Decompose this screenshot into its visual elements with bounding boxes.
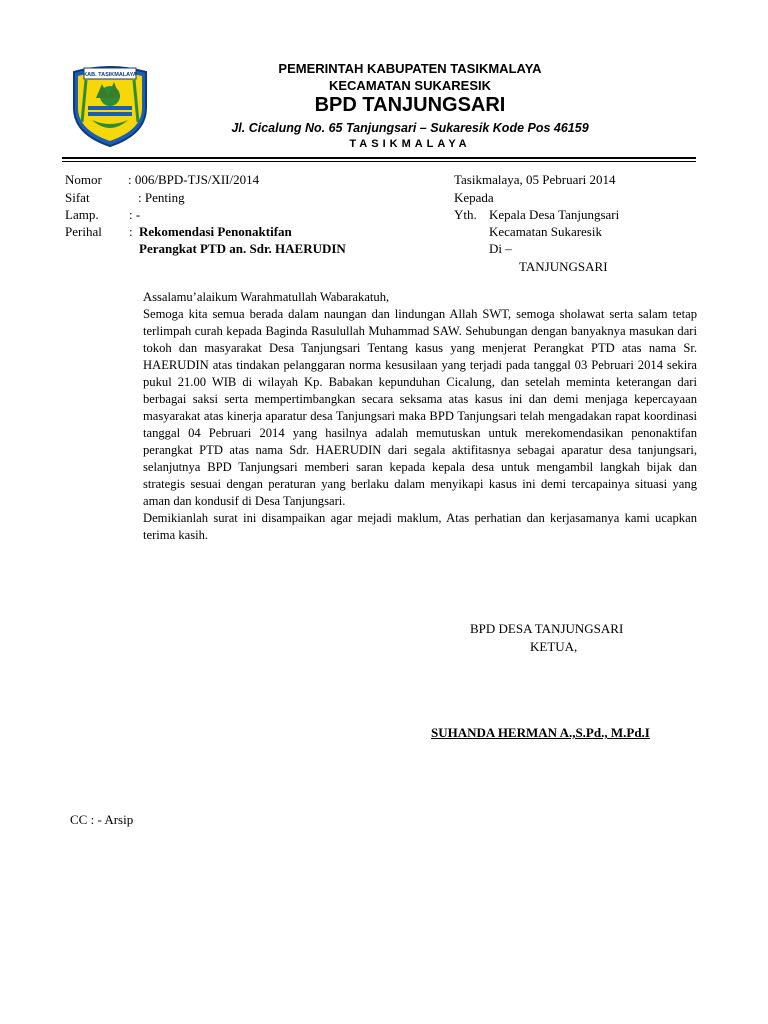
lamp-label: Lamp.: [65, 207, 99, 222]
sifat-label: Sifat: [65, 190, 90, 205]
perihal-colon: :: [129, 224, 133, 239]
header-government-line: PEMERINTAH KABUPATEN TASIKMALAYA: [278, 61, 542, 76]
header-divider-thick: [62, 157, 696, 159]
recipient-kecamatan: Kecamatan Sukaresik: [489, 224, 602, 239]
letter-body: [143, 289, 697, 544]
perihal-line1: Rekomendasi Penonaktifan: [139, 224, 292, 239]
nomor-label: Nomor: [65, 172, 102, 187]
header-district-line: KECAMATAN SUKARESIK: [328, 78, 492, 93]
perihal-line2: Perangkat PTD an. Sdr. HAERUDIN: [139, 241, 346, 256]
signature-org: BPD DESA TANJUNGSARI: [470, 621, 624, 636]
body-paragraph: Semoga kita semua berada dalam naungan dan lindungan Allah SWT, semoga sholawat serta salam tetap terlimpah curah kepada Baginda Rasulullah Muhammad SAW. Sehubungan dengan banyaknya masukan dari tokoh dan masyarakat Desa Tanjungsari Tentang kasus yang menjerat Perangkat PTD atas nama Sr. HAERUDIN atas tindakan pelanggaran norma kesusilaan yang terjadi pada tanggal 03 Pebruari 2014 sekira pukul 21.00 WIB di wilayah Kp. Babakan kepunduhan Cicalung, dan setelah meminta keterangan dari berbagai saksi serta mempertimbangkan secara seksama atas kasus ini dan demi menjaga kepercayaan masyarakat atas kinerja aparatur desa Tanjungsari maka BPD Tanjungsari telah mengadakan rapat koordinasi tanggal 04 Pebruari 2014 yang hasilnya adalah memutuskan untuk merekomendasikan penonaktifan perangkat PTD atas nama Sdr. HAERUDIN dari segala aktifitasnya sebagai aparatur desa tanjungsari, selanjutnya BPD Tanjungsari memberi saran kepada kepala desa untuk mengambil langkah bijak dan strategis sesuai dengan peraturan yang berlaku dalam menyikapi kasus ini demi tercapainya situasi yang aman dan kondusif di Desa Tanjungsari.: [143, 307, 697, 508]
signature-name: SUHANDA HERMAN A.,S.Pd., M.Pd.I: [431, 725, 650, 740]
recipient-name: Kepala Desa Tanjungsari: [489, 207, 620, 222]
lamp-value: : -: [129, 207, 141, 222]
recipient-place: TANJUNGSARI: [519, 259, 608, 274]
recipient-di: Di –: [489, 241, 512, 256]
cc-line: CC : - Arsip: [70, 812, 134, 827]
greeting: Assalamu’alaikum Warahmatullah Wabarakatuh,: [143, 290, 390, 304]
district-emblem-logo: [68, 62, 152, 148]
kepada-label: Kepada: [454, 190, 494, 205]
perihal-label: Perihal: [65, 224, 102, 239]
header-divider-thin: [62, 161, 696, 162]
header-address: Jl. Cicalung No. 65 Tanjungsari – Sukaresik Kode Pos 46159: [231, 121, 589, 135]
logo-text: KAB. TASIKMALAYA: [83, 72, 137, 78]
sifat-value: : Penting: [138, 190, 185, 205]
letter-date: Tasikmalaya, 05 Pebruari 2014: [454, 172, 616, 187]
closing-paragraph: Demikianlah surat ini disampaikan agar mejadi maklum, Atas perhatian dan kerjasamanya kami ucapkan terima kasih.: [143, 511, 697, 542]
header-title: BPD TANJUNGSARI: [314, 94, 506, 116]
header-city: TASIKMALAYA: [349, 138, 471, 150]
nomor-value: : 006/BPD-TJS/XII/2014: [128, 172, 260, 187]
yth-label: Yth.: [454, 207, 477, 222]
signature-role: KETUA,: [530, 639, 578, 654]
